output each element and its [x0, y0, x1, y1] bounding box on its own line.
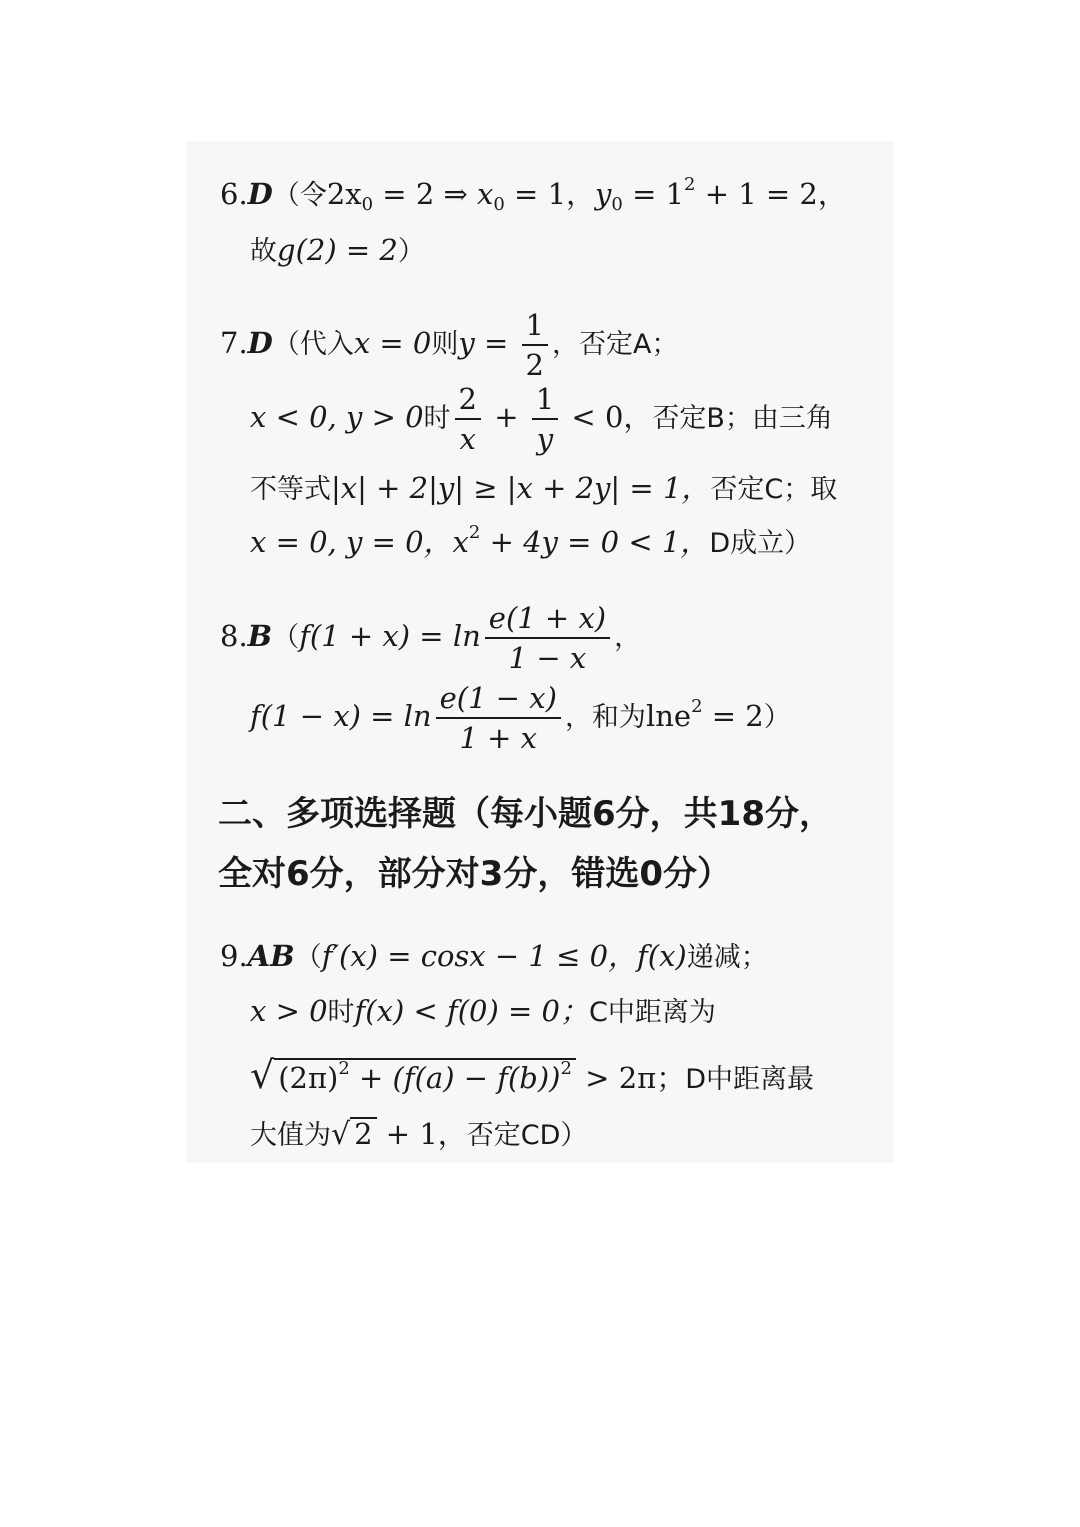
- q8-line2: [250, 677, 791, 757]
- q8-text: ）: [763, 702, 791, 733]
- q6-math: x: [477, 177, 494, 211]
- q8-text: （: [272, 622, 300, 653]
- q6-math: y: [595, 177, 612, 211]
- q9-math: (2π): [278, 1061, 339, 1095]
- q7-sup: 2: [468, 522, 481, 543]
- q8-fraction: [436, 679, 561, 757]
- q6-text: 故: [250, 236, 277, 267]
- q8-line1: [220, 597, 641, 677]
- q7-math: +: [485, 400, 528, 434]
- q7-math: x < 0, y > 0: [250, 400, 424, 434]
- q7-text: 则: [431, 329, 459, 360]
- q9-text: 否定CD）: [466, 1120, 588, 1151]
- q6-math: + 1 = 2，: [695, 177, 847, 211]
- q7-fraction: [455, 380, 481, 458]
- q8-fraction: [485, 599, 610, 677]
- q6-sup: 2: [684, 174, 696, 195]
- section-heading-line1: 二、多项选择题（每小题6分，共18分，: [218, 794, 833, 834]
- q7-math: x = 0: [353, 326, 432, 360]
- q8-sup: 2: [691, 696, 703, 717]
- q8-math: f(1 − x) = ln: [250, 699, 432, 733]
- q6-text: ）: [397, 236, 425, 267]
- frac-numerator: 1: [525, 308, 544, 342]
- frac-denominator: 1 − x: [485, 637, 610, 677]
- q9-math: + 1，: [376, 1117, 467, 1151]
- radicand: 2: [350, 1117, 376, 1149]
- q9-math: + (f(a) − f(b)): [349, 1061, 561, 1095]
- q7-text: 时: [423, 403, 451, 434]
- q6-line1: [220, 174, 847, 216]
- q7-text: 否定C；取: [710, 474, 838, 505]
- q7-line1: [220, 304, 678, 384]
- q8-math: lne: [645, 699, 692, 733]
- q7-line3: [250, 468, 837, 510]
- q8-math: f(1 + x) = ln: [299, 619, 481, 653]
- q9-answer: AB: [247, 939, 295, 973]
- q9-math: f′(x) = cosx − 1 ≤ 0，f(x): [321, 939, 687, 973]
- q7-text: ，否定A；: [551, 329, 679, 360]
- q9-text: 递减；: [686, 942, 768, 973]
- q9-text: D中距离最: [685, 1064, 814, 1095]
- q9-math: f(x) < f(0) = 0；: [354, 994, 589, 1028]
- q8-math: = 2: [702, 699, 764, 733]
- frac-denominator: 1 + x: [436, 717, 561, 757]
- q8-answer: B: [247, 619, 273, 653]
- q6-text: （令: [272, 180, 327, 211]
- q6-math: = 1: [622, 177, 685, 211]
- q9-text: 时: [327, 997, 355, 1028]
- q6-sub: 0: [493, 194, 505, 215]
- q6-sub: 0: [611, 194, 623, 215]
- frac-numerator: 2: [458, 382, 477, 416]
- radicand: [274, 1058, 576, 1096]
- q9-line4: [250, 1114, 587, 1156]
- q7-number: 7.: [220, 326, 248, 360]
- q6-math: = 2 ⇒: [373, 177, 478, 211]
- q7-answer: D: [247, 326, 273, 360]
- q9-line2: [250, 991, 716, 1033]
- q7-text: 不等式: [250, 474, 331, 505]
- sqrt-sign: √: [250, 1053, 275, 1097]
- sqrt-sign: √: [331, 1117, 351, 1152]
- q7-fraction: [522, 306, 548, 384]
- q9-math: x > 0: [250, 994, 328, 1028]
- q7-math: x = 0, y = 0，x: [250, 525, 469, 559]
- q6-sub: 0: [361, 194, 374, 215]
- q7-text: （代入: [272, 329, 354, 360]
- q9-line1: [220, 936, 768, 978]
- q7-math: + 4y = 0 < 1，: [480, 525, 710, 559]
- frac-denominator: 2: [522, 344, 548, 384]
- q7-line2: [250, 378, 833, 458]
- q8-number: 8.: [220, 619, 248, 653]
- q6-answer: D: [247, 177, 273, 211]
- q7-fraction: [532, 380, 558, 458]
- q7-text: D成立）: [709, 528, 812, 559]
- q7-math: |x| + 2|y| ≥ |x + 2y| = 1，: [331, 471, 711, 505]
- section-heading-line2: 全对6分，部分对3分，错选0分）: [218, 854, 731, 894]
- q9-text: （: [294, 942, 322, 973]
- q7-math: < 0，: [562, 400, 653, 434]
- q6-math: g(2) = 2: [277, 233, 398, 267]
- frac-denominator: x: [455, 418, 481, 458]
- q9-text: 大值为: [250, 1120, 331, 1151]
- frac-numerator: 1: [535, 382, 555, 416]
- q6-math: 2x: [326, 177, 362, 211]
- q9-sup: 2: [560, 1058, 572, 1079]
- q6-number: 6.: [220, 177, 248, 211]
- q8-text: ，: [614, 622, 642, 653]
- frac-denominator: y: [532, 418, 558, 458]
- frac-numerator: e(1 − x): [439, 681, 557, 715]
- q6-line2: [250, 230, 425, 272]
- q7-math: y =: [458, 326, 518, 360]
- q9-number: 9.: [220, 939, 248, 973]
- frac-numerator: e(1 + x): [488, 601, 607, 635]
- q9-sup: 2: [338, 1058, 350, 1079]
- q9-text: C中距离为: [589, 997, 716, 1028]
- q9-math: > 2π；: [575, 1061, 686, 1095]
- q7-line4: [250, 522, 811, 564]
- q6-math: = 1，: [504, 177, 596, 211]
- q7-text: 否定B；由三角: [652, 403, 833, 434]
- q9-line3: [250, 1050, 814, 1105]
- q8-text: ，和为: [564, 702, 646, 733]
